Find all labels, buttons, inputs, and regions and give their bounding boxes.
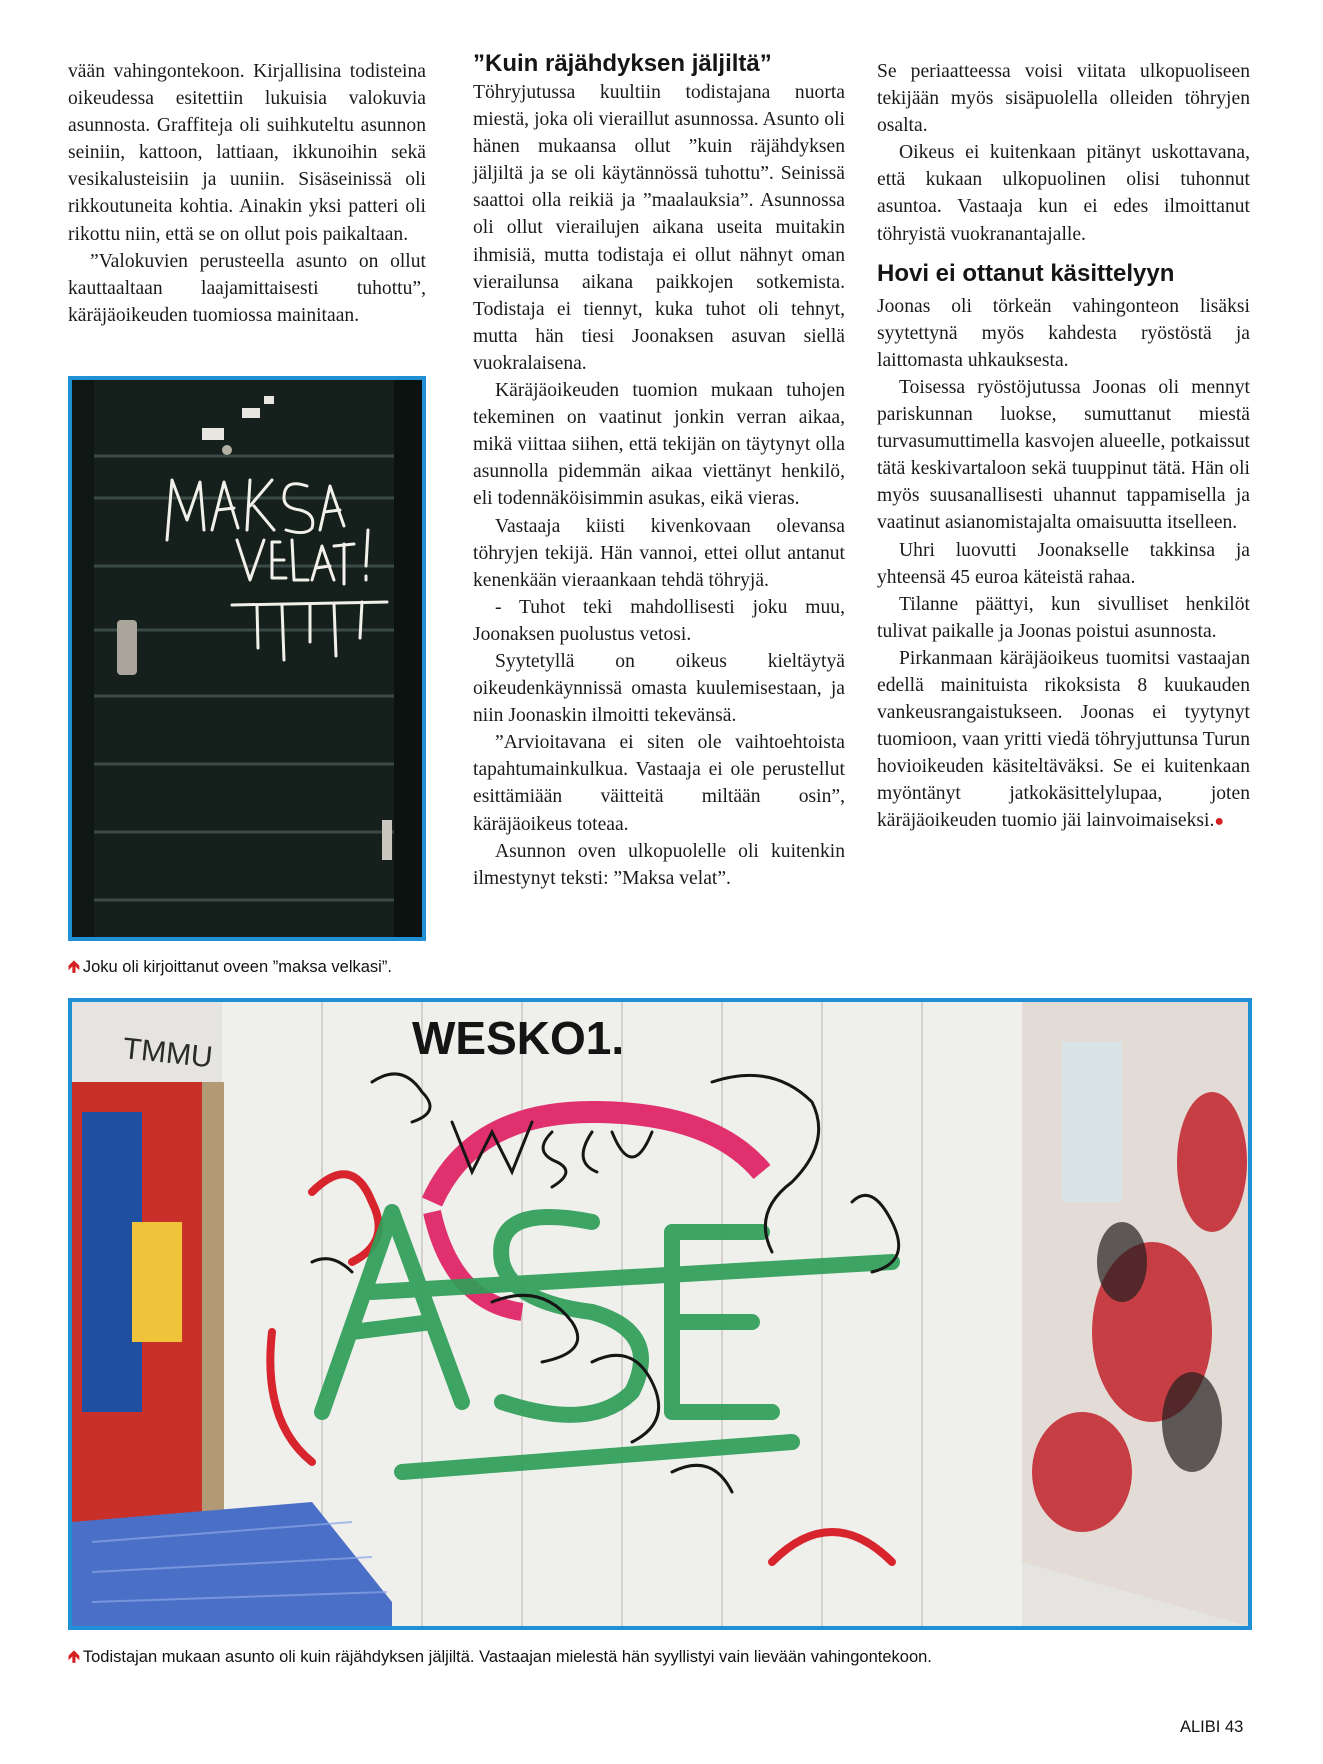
body-paragraph: Oikeus ei kuitenkaan pitänyt uskottavana, että kukaan ulkopuolinen olisi tuhonnut asuntoa. Vastaaja kun ei edes ilmoittanut töhryistä vuokranantajalle.	[877, 142, 1250, 245]
body-paragraph: Käräjäoikeuden tuomion mukaan tuhojen tekeminen on vaatinut jonkin verran aikaa, mikä viittaa siihen, että tekijän on täytynyt olla asunnolla pidemmän aikaa viettänyt henkilö, eli todennäköisimmin asukas, eikä vieras.	[473, 380, 845, 510]
body-paragraph: Tilanne päättyi, kun sivulliset henkilöt tulivat paikalle ja Joonas poistui asunnosta.	[877, 593, 1250, 642]
body-paragraph: ”Arvioitavana ei siten ole vaihtoehtoista tapahtumainkulkua. Vastaaja ei ole perustellut esittämiään väitteitä miltään osin”, käräjäoikeus toteaa.	[473, 732, 845, 835]
caption-text: Todistajan mukaan asunto oli kuin räjähdyksen jäljiltä. Vastaajan mielestä hän syyllistyi vain lievään vahingontekoon.	[82, 1648, 932, 1666]
body-paragraph: Joonas oli törkeän vahingonteon lisäksi syytettynä myös kahdesta ryöstöstä ja laittomasta uhkauksesta.	[877, 295, 1250, 371]
caption-text: Joku oli kirjoittanut oveen ”maksa velkasi”.	[82, 958, 392, 976]
body-paragraph	[877, 645, 1250, 836]
room-photo	[68, 998, 1252, 1630]
body-paragraph: Uhri luovutti Joonakselle takkinsa ja yhteensä 45 euroa käteistä rahaa.	[877, 539, 1250, 588]
body-paragraph: Töhryjutussa kuultiin todistajana nuorta miestä, joka oli vieraillut asunnossa. Asunto oli hänen mukaansa ollut ”kuin räjähdyksen jäljiltä ja se oli käytännössä tuhottu”. Seinissä saattoi olla reikiä ja ”maalauksia”. Asunnossa oli ollut vierailujen aikana useita muitakin ihmisiä, mutta todistaja ei ollut nähnyt oman vierailunsa aikana paikkojen sotkemista. Todistaja ei tiennyt, kuka tuhot oli tehnyt, mutta hän tiesi Joonaksen asuvan siellä vuokralaisena.	[473, 82, 845, 374]
body-paragraph: Syytetyllä on oikeus kieltäytyä oikeudenkäynnissä omasta kuulemisestaan, ja niin Joonaskin ilmoitti tekevänsä.	[473, 650, 845, 727]
body-paragraph: vään vahingontekoon. Kirjallisina todisteina oikeudessa esitettiin lukuisia valokuvia asunnosta. Graffiteja oli suihkuteltu asunnon seiniin, kattoon, lattiaan, ikkunoihin sekä vesikalusteisiin ja uuniin. Sisäseinissä oli rikkoutuneita kohtia. Ainakin yksi patteri oli rikottu niin, että se on ollut pois paikaltaan.	[68, 61, 426, 245]
body-paragraph: - Tuhot teki mahdollisesti joku muu, Joonaksen puolustus vetosi.	[473, 596, 845, 645]
body-paragraph: Se periaatteessa voisi viitata ulkopuoliseen tekijään myös sisäpuolella olleiden töhryjen osalta.	[877, 61, 1250, 137]
body-paragraph: ”Valokuvien perusteella asunto on ollut kauttaaltaan laajamittaisesti tuhottu”, käräjäoikeuden tuomiossa mainitaan.	[68, 250, 426, 326]
graffiti-tag-text: TMMU	[121, 1032, 215, 1075]
section-heading: ”Kuin räjähdyksen jäljiltä”	[473, 50, 772, 77]
door-photo-caption	[68, 955, 392, 983]
arrow-up-icon: 🡹	[68, 1648, 80, 1666]
graffiti-room-illustration	[72, 1002, 1248, 1626]
article-column-1	[68, 58, 426, 329]
end-mark-icon: ●	[1214, 813, 1225, 831]
door-illustration	[72, 380, 422, 937]
final-paragraph-text: Pirkanmaan käräjäoikeus tuomitsi vastaajan edellä mainituista rikoksista 8 kuukauden vankeusrangaistukseen. Joonas ei tyytynyt tuomioon, vaan yritti viedä töhryjuttunsa Turun hovioikeuden käsiteltäväksi. Se ei kuitenkaan myöntänyt jatkokäsittelylupaa, joten käräjäoikeuden tuomio jäi lainvoimaiseksi.	[877, 647, 1250, 832]
article-column-2	[473, 50, 845, 892]
section-heading: Hovi ei ottanut käsittelyyn	[877, 259, 1175, 287]
body-paragraph: Asunnon oven ulkopuolelle oli kuitenkin ilmestynyt teksti: ”Maksa velat”.	[473, 840, 845, 889]
arrow-up-icon: 🡹	[68, 958, 80, 976]
room-photo-caption	[68, 1645, 932, 1673]
article-column-3	[877, 58, 1250, 836]
door-photo	[68, 376, 426, 941]
body-paragraph: Toisessa ryöstöjutussa Joonas oli mennyt pariskunnan luokse, sumuttanut miestä turvasumuttimella kasvojen alueelle, potkaissut tätä keskivartaloon sekä tuuppinut tätä. Hän oli myös suusanallisesti uhannut tappamisella ja vaatinut asianomistajalta omaisuutta itselleen.	[877, 376, 1250, 534]
graffiti-tag-text: WESKO1.	[412, 1012, 625, 1064]
page-folio: ALIBI 43	[1180, 1718, 1244, 1736]
body-paragraph: Vastaaja kiisti kivenkovaan olevansa töhryjen tekijä. Hän vannoi, ettei ollut antanut kenenkään vieraankaan tehdä töhryjä.	[473, 515, 845, 591]
